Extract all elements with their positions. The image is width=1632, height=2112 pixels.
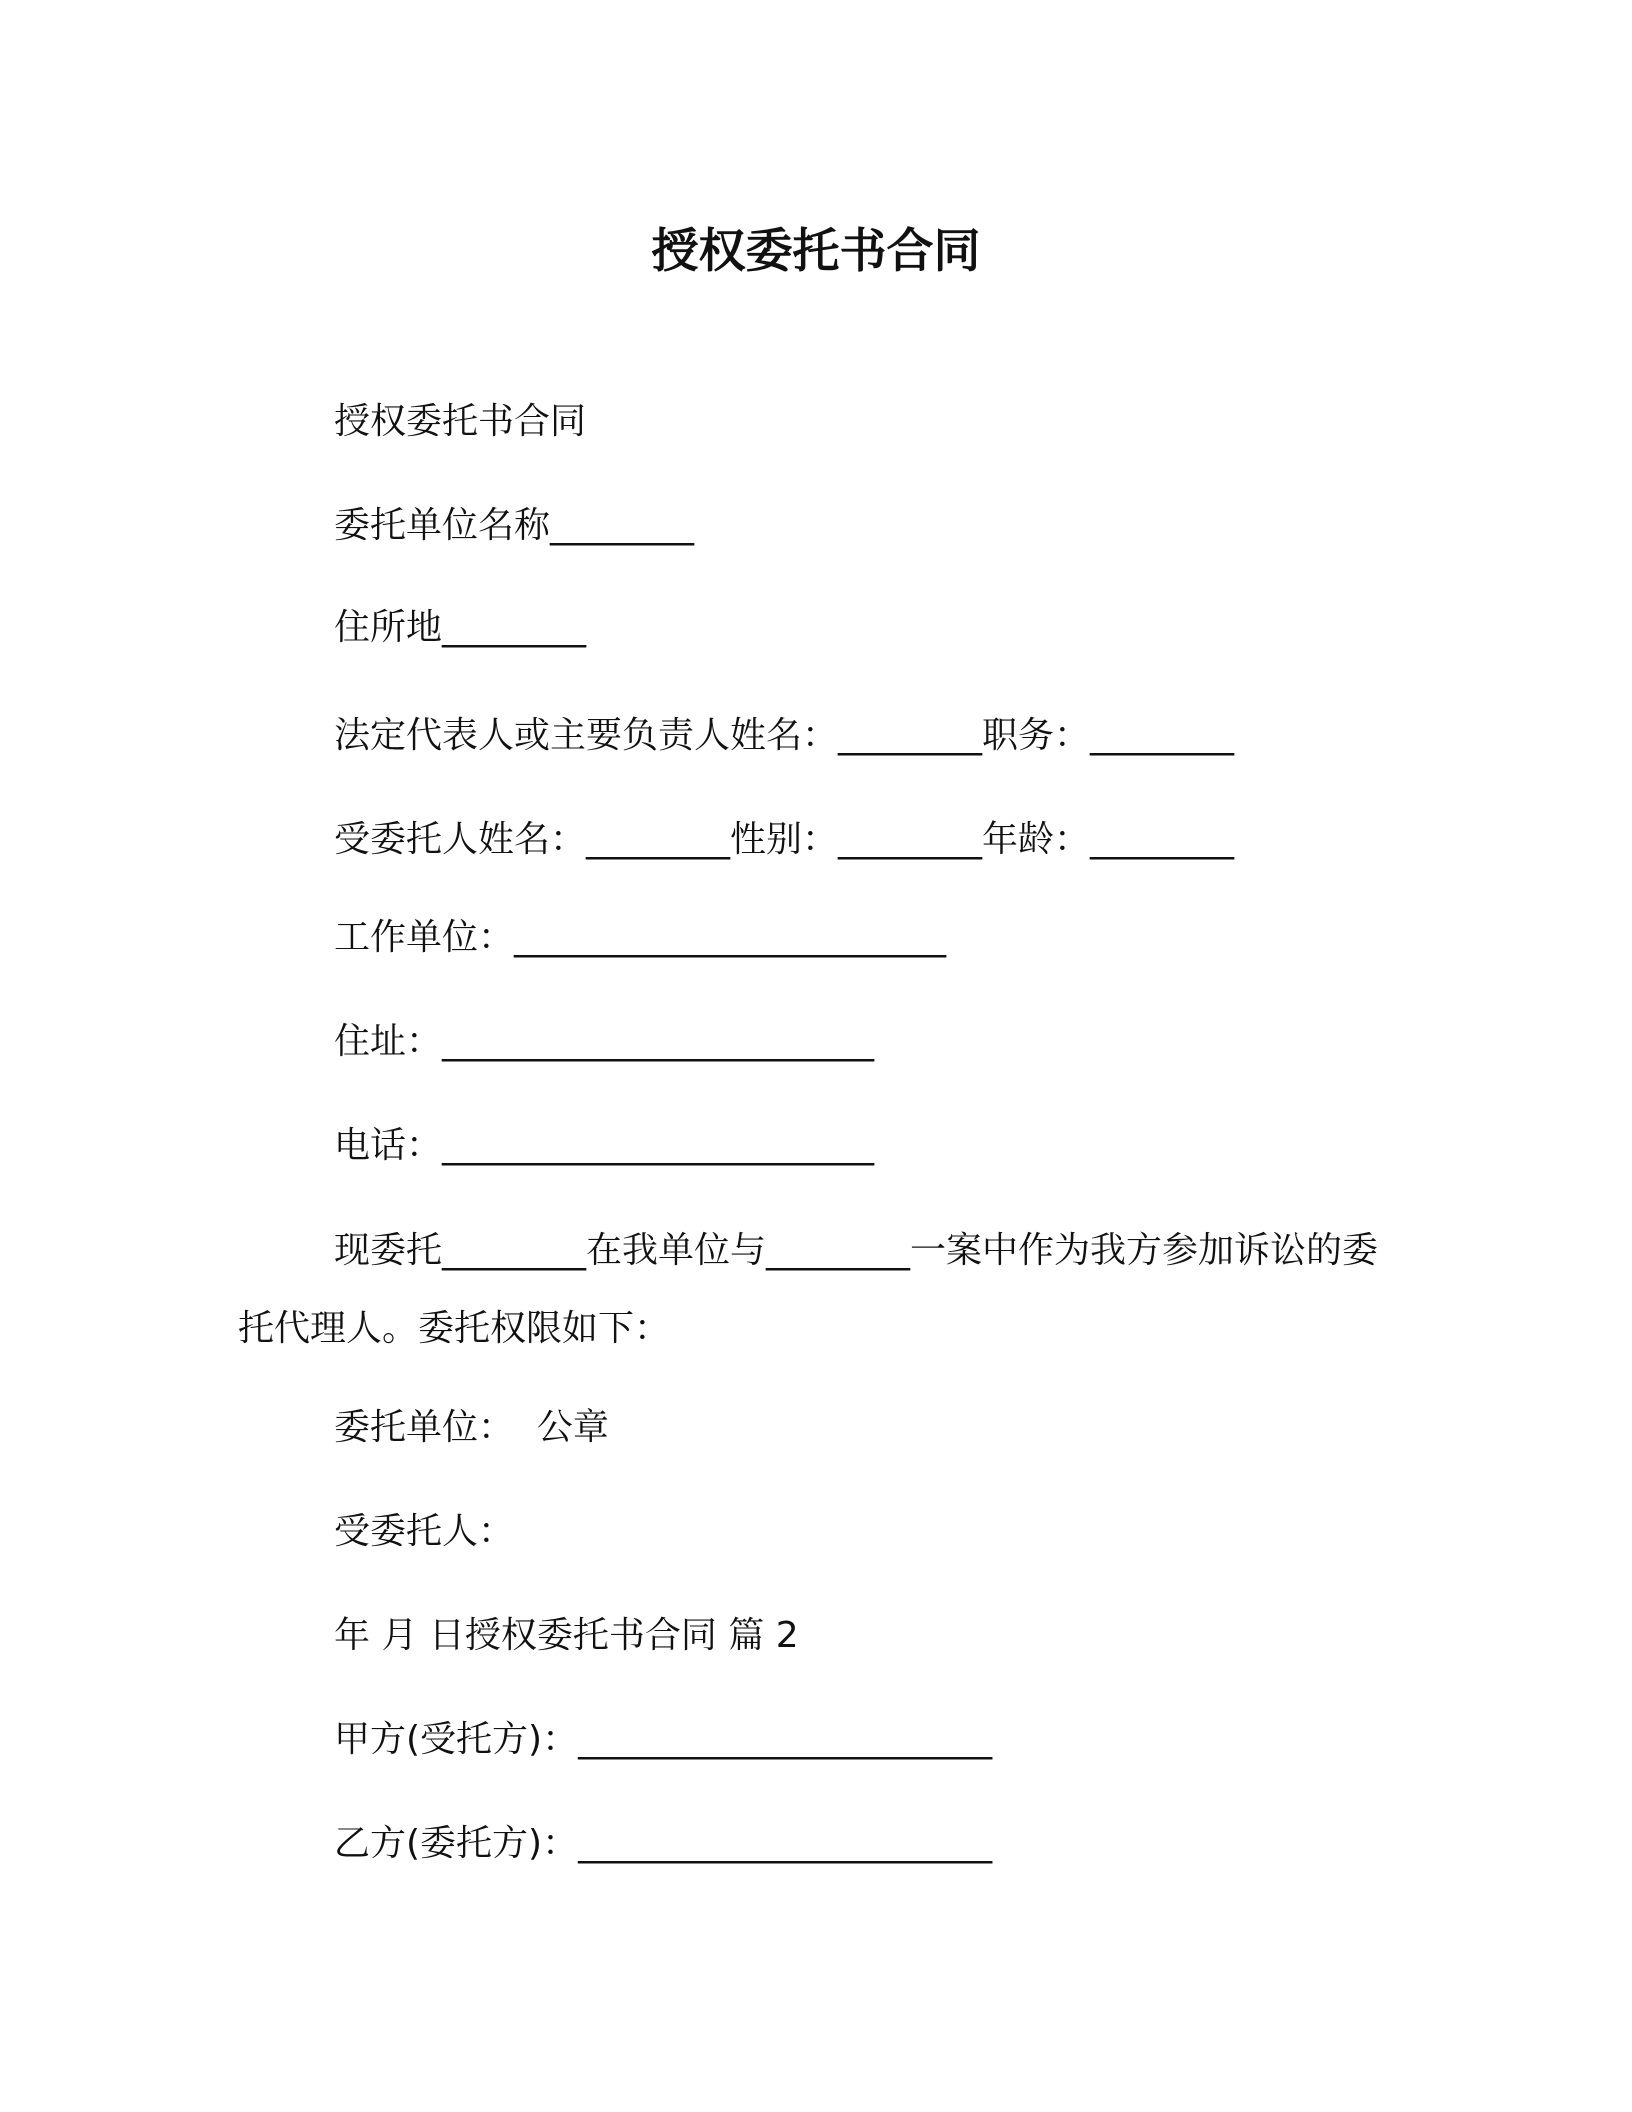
party-a-line: 甲方(受托方)：_______________________ <box>334 1719 993 1760</box>
trustee-line: 受委托人： <box>334 1511 515 1552</box>
domicile-line: 住所地________ <box>334 607 587 648</box>
date-and-section-line: 年 月 日授权委托书合同 篇 2 <box>334 1615 799 1656</box>
entrusting-unit-seal-line: 委托单位： 公章 <box>334 1407 609 1448</box>
legal-representative-line: 法定代表人或主要负责人姓名：________职务：________ <box>334 715 1235 756</box>
phone-line: 电话：________________________ <box>334 1125 875 1166</box>
address-line: 住址：________________________ <box>334 1021 875 1062</box>
party-b-line: 乙方(委托方)：_______________________ <box>334 1823 993 1864</box>
entrusting-unit-name-line: 委托单位名称________ <box>334 505 695 546</box>
trustee-info-line: 受委托人姓名：________性别：________年龄：________ <box>334 819 1235 860</box>
document-title: 授权委托书合同 <box>651 224 981 279</box>
work-unit-line: 工作单位：________________________ <box>334 917 947 958</box>
entrustment-paragraph: 现委托________在我单位与________一案中作为我方参加诉讼的委托代理人。委托权限如下： <box>238 1230 1379 1349</box>
heading-line: 授权委托书合同 <box>334 401 587 442</box>
